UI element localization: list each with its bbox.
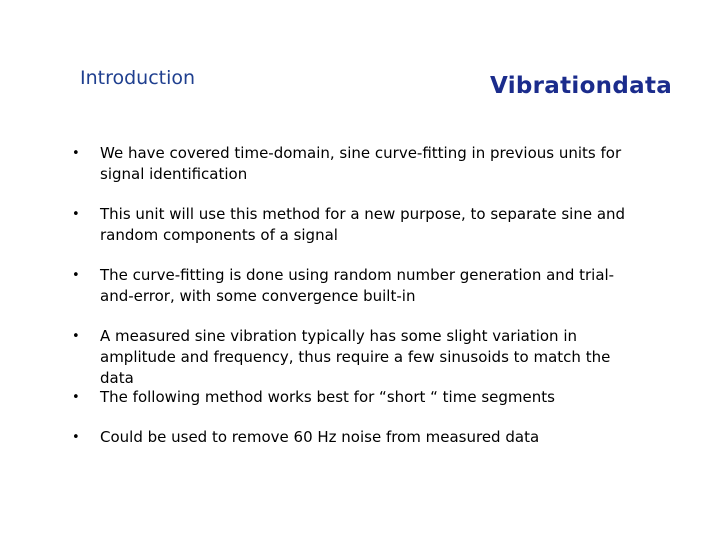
bullet-text: We have covered time-domain, sine curve-fitting in previous units for signal identification <box>100 144 622 183</box>
bullet-icon: • <box>72 430 80 445</box>
bullet-text: Could be used to remove 60 Hz noise from measured data <box>100 428 540 446</box>
page-title: Introduction <box>80 67 196 89</box>
bullet-icon: • <box>72 329 80 344</box>
bullet-icon: • <box>72 268 80 283</box>
bullet-icon: • <box>72 207 80 222</box>
bullet-text: The following method works best for “short “ time segments <box>100 388 555 406</box>
bullet-icon: • <box>72 390 80 405</box>
bullet-text: The curve-fitting is done using random number generation and trial-and-error, with some convergence built-in <box>100 266 615 305</box>
bullet-icon: • <box>72 146 80 161</box>
brand-logo-text: Vibrationdata <box>490 73 673 99</box>
bullet-text: A measured sine vibration typically has some slight variation in amplitude and frequency, thus require a few sinusoids to match the data <box>100 327 611 387</box>
bullet-text: This unit will use this method for a new purpose, to separate sine and random components of a signal <box>100 205 626 244</box>
